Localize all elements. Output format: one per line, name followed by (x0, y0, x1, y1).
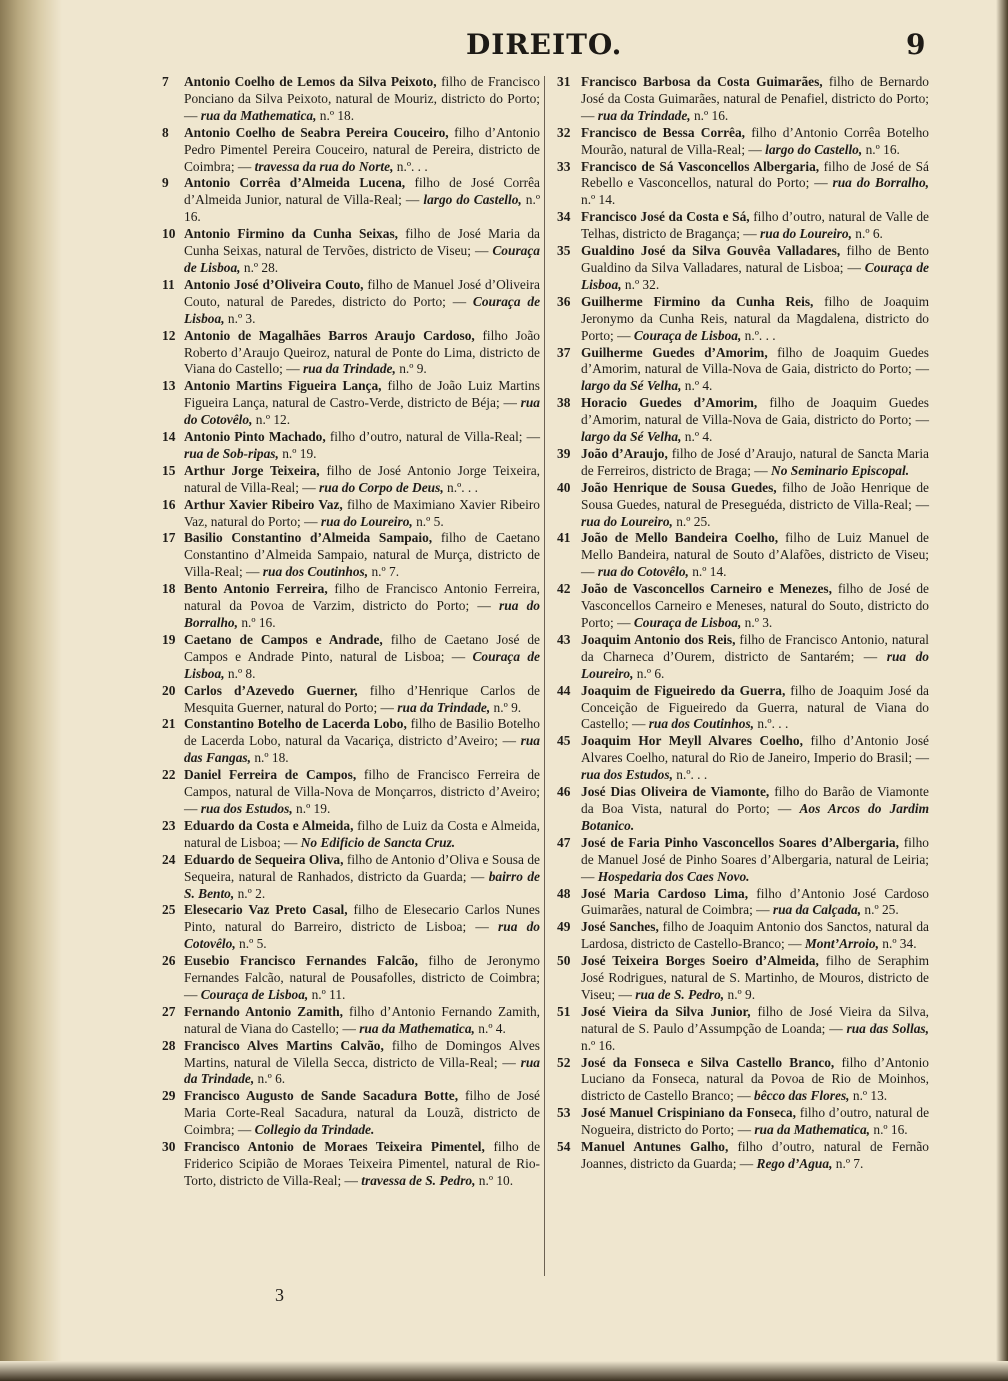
entry-number: 46 (557, 784, 571, 800)
student-entry (162, 818, 540, 852)
student-entry (557, 733, 929, 784)
student-name: Gualdino José da Silva Gouvêa Valladares, (581, 243, 841, 259)
entry-tail: n.º 2. (234, 885, 266, 901)
entry-number: 9 (162, 175, 169, 191)
student-entry (162, 767, 540, 818)
entry-number: 47 (557, 834, 571, 850)
entry-text: filho de Francisco Antonio, natural da Charneca d’Ourem, districto de Santarém; — (581, 631, 929, 664)
student-entry (162, 1139, 540, 1190)
entry-tail: n.º 16. (862, 141, 900, 157)
student-entry (162, 328, 540, 379)
entry-text: filho d’Antonio Luciano da Fonseca, natural da Povoa de Rio de Moinhos, districto de Castello Branco; — (581, 1054, 929, 1104)
student-entry (557, 209, 929, 243)
entry-number: 32 (557, 124, 571, 140)
student-name: José Dias Oliveira de Viamonte, (581, 784, 770, 800)
page-gutter-shadow (0, 0, 62, 1381)
entry-tail: n.º 10. (475, 1172, 514, 1188)
student-entry (557, 125, 929, 159)
address: rua da Trindade, (302, 361, 396, 377)
entry-tail: n.º 16. (581, 1037, 616, 1053)
entry-text: filho de José Vieira da Silva, natural de S. Paulo d’Assumpção de Loanda; — (581, 1003, 929, 1036)
entry-number: 43 (557, 631, 571, 647)
student-name: Constantino Botelho de Lacerda Lobo, (184, 716, 407, 732)
address: rua do Corpo de Deus, (319, 479, 444, 495)
entry-text: filho d’Antonio José Cardoso Guimarães, natural de Coimbra; — (581, 885, 929, 918)
student-name: José da Fonseca e Silva Castello Branco, (581, 1054, 835, 1070)
student-entry (162, 74, 540, 125)
entry-text: filho de Jeronymo Fernandes Falcão, natural de Pousafolles, districto de Coimbra; — (184, 953, 540, 1002)
student-name: João de Mello Bandeira Coelho, (581, 530, 779, 546)
right-column (557, 74, 929, 1173)
entry-tail: n.º 18. (250, 750, 289, 766)
entry-text: filho de Manuel José d’Oliveira Couto, natural de Paredes, districto do Porto; — (184, 276, 540, 309)
student-name: José Manuel Crispiniano da Fonseca, (581, 1105, 796, 1121)
student-name: Francisco Antonio de Moraes Teixeira Pimentel, (184, 1139, 485, 1155)
student-name: José de Faria Pinho Vasconcellos Soares d’Albergaria, (581, 834, 899, 850)
entry-text: filho d’outro, natural de Fernão Joannes, districto da Guarda; — (581, 1139, 930, 1171)
entry-text: filho de José Antonio Jorge Teixeira, natural de Villa-Real; — (184, 462, 540, 495)
entry-text: filho de Manuel José de Pinho Soares d’Albergaria, natural de Leiria; — (581, 834, 930, 884)
address: rua do Borralho, (184, 598, 540, 630)
student-name: Joaquim de Figueiredo da Guerra, (581, 682, 786, 698)
entry-number: 52 (557, 1054, 571, 1070)
student-name: Antonio Pinto Machado, (184, 429, 326, 445)
entry-tail: n.º 16. (870, 1122, 908, 1138)
entry-text: filho de José Maria Corte-Real Sacadura, natural da Louzã, districto de Coimbra; — (184, 1088, 540, 1138)
entry-tail: n.º 4. (681, 378, 713, 394)
entry-text: filho de Caetano José de Campos e Andrade Pinto, natural de Lisboa; — (184, 631, 540, 664)
entry-text: filho de João Henrique de Sousa Guedes, natural de Preseguéda, districto de Villa-Real; — (581, 479, 929, 512)
student-name: João Henrique de Sousa Guedes, (581, 479, 777, 495)
entry-tail: n.º 3. (224, 310, 256, 326)
student-name: Bento Antonio Ferreira, (184, 581, 328, 597)
entry-text: filho de Bento Gualdino da Silva Valladares, natural de Lisboa; — (581, 243, 929, 275)
entry-tail: n.º 7. (368, 564, 400, 580)
student-entry (557, 74, 929, 125)
student-entry (557, 632, 929, 683)
student-entry (162, 1038, 540, 1089)
entry-tail: n.º 7. (832, 1156, 864, 1171)
address: rua do Loureiro, (320, 513, 413, 529)
student-entry (557, 1004, 929, 1055)
entry-tail: n.º. . . (672, 767, 708, 783)
entry-number: 38 (557, 395, 571, 411)
address: Mont’Arroio, (804, 936, 879, 952)
entry-tail: n.º 34. (878, 936, 917, 952)
entry-number: 49 (557, 919, 571, 935)
address: largo da Sé Velha, (581, 378, 682, 394)
entry-tail: n.º 25. (861, 902, 899, 918)
address: No Edificio de Sancta Cruz. (300, 834, 456, 850)
student-name: Francisco de Bessa Corrêa, (581, 124, 746, 140)
entry-number: 11 (162, 276, 175, 292)
address: rua dos Estudos, (581, 767, 673, 783)
entry-text: filho de Basilio Botelho de Lacerda Lobo, natural da Vacariça, districto d’Aveiro; — (184, 716, 540, 749)
entry-text: filho de José Corrêa d’Almeida Junior, natural de Villa-Real; — (184, 175, 540, 208)
entry-number: 24 (162, 851, 176, 867)
address: Couraça de Lisboa, (184, 293, 541, 326)
address: rua do Cotovêlo, (184, 919, 541, 952)
student-name: Horacio Guedes d’Amorim, (581, 395, 758, 411)
student-name: Antonio José d’Oliveira Couto, (184, 276, 364, 292)
student-entry (162, 175, 540, 226)
entry-text: filho d’Henrique Carlos de Mesquita Guerner, natural do Porto; — (184, 682, 541, 715)
entry-text: filho d’Antonio José Alvares Coelho, natural do Rio de Janeiro, Imperio do Brasil; — (581, 733, 929, 766)
signature-mark: 3 (275, 1285, 284, 1305)
entry-number: 35 (557, 243, 571, 259)
address: rua de Sob-ripas, (184, 445, 279, 461)
address: Hospedaria dos Caes Novo. (597, 868, 750, 884)
entry-text: filho de Domingos Alves Martins, natural de Vilella Secca, districto de Villa-Real; — (184, 1037, 540, 1070)
entry-number: 23 (162, 817, 176, 833)
entry-number: 25 (162, 902, 176, 918)
entry-number: 14 (162, 429, 176, 445)
address: rua da Mathematica, (359, 1020, 475, 1036)
address: travessa de S. Pedro, (361, 1172, 476, 1188)
entry-tail: n.º. . . (393, 158, 428, 174)
student-entry (162, 463, 540, 497)
entry-number: 41 (557, 530, 571, 546)
page-number: 9 (906, 28, 926, 61)
student-name: Arthur Jorge Teixeira, (184, 462, 320, 478)
entry-text: filho d’outro, natural de Valle de Telhas, districto de Bragança; — (581, 209, 929, 242)
entry-text: filho de Francisco Ferreira de Campos, natural de Villa-Nova de Monçarros, districto d’Aveiro; — (184, 767, 540, 816)
address: largo do Castello, (765, 141, 863, 157)
entry-number: 51 (557, 1003, 571, 1019)
entry-tail: n.º 13. (849, 1088, 888, 1104)
student-entry (162, 852, 540, 903)
entry-tail: n.º 3. (741, 615, 773, 630)
entry-number: 54 (557, 1139, 571, 1155)
entry-number: 15 (162, 462, 176, 478)
student-entry (162, 1088, 540, 1139)
student-name: Fernando Antonio Zamith, (184, 1003, 343, 1019)
entry-number: 45 (557, 733, 571, 749)
entry-text: filho de Maximiano Xavier Ribeiro Vaz, natural do Porto; — (184, 496, 540, 529)
student-entry (162, 378, 540, 429)
address: No Seminario Episcopal. (771, 462, 910, 478)
entry-text: filho d’outro, natural de Villa-Real; — (325, 429, 540, 445)
student-name: Eduardo da Costa e Almeida, (184, 817, 354, 833)
entry-number: 26 (162, 953, 176, 969)
student-name: José Vieira da Silva Junior, (581, 1003, 751, 1019)
entry-tail: n.º 14. (581, 192, 616, 208)
page-bottom-shadow (0, 1361, 1008, 1381)
student-name: Francisco de Sá Vasconcellos Albergaria, (581, 158, 820, 174)
student-name: Carlos d’Azevedo Guerner, (184, 682, 358, 698)
entry-text: filho de Francisco Antonio Ferreira, natural da Povoa de Varzim, districto do Porto; — (184, 581, 540, 614)
address: rua dos Coutinhos, (262, 564, 369, 580)
entry-number: 42 (557, 581, 571, 597)
student-entry (162, 429, 540, 463)
entry-tail: n.º 19. (278, 445, 317, 461)
entry-text: filho d’Antonio Fernando Zamith, natural de Viana do Castello; — (184, 1003, 540, 1036)
student-name: Eduardo de Sequeira Oliva, (184, 851, 344, 867)
entry-tail: n.º 5. (235, 936, 267, 952)
entry-text: filho de José Maria da Cunha Seixas, natural de Tervões, districto de Viseu; — (184, 226, 540, 259)
address: travessa da rua do Norte, (254, 158, 394, 174)
student-entry (162, 632, 540, 683)
student-entry (162, 530, 540, 581)
student-entry (162, 277, 540, 328)
entry-tail: n.º. . . (741, 327, 776, 343)
student-entry (557, 886, 929, 920)
entry-text: filho de Joaquim Guedes d’Amorim, natural de Villa-Nova de Gaia, districto do Porto; — (581, 344, 929, 377)
student-name: Elesecario Vaz Preto Casal, (184, 902, 348, 918)
address: rua da Calçada, (772, 902, 862, 918)
entry-tail: n.º 4. (474, 1020, 506, 1036)
address: rua das Sollas, (846, 1020, 929, 1036)
entry-text: filho de José de Sá Rebello e Vasconcellos, natural do Porto; — (581, 158, 929, 191)
entry-text: filho de Francisco Ponciano da Silva Peixoto, natural de Mouriz, districto do Porto; — (184, 74, 540, 123)
student-name: Antonio de Magalhães Barros Araujo Cardoso, (184, 327, 475, 343)
student-entry (557, 395, 929, 446)
address: rua do Loureiro, (760, 226, 852, 242)
student-entry (162, 716, 540, 767)
entry-number: 22 (162, 767, 176, 783)
address: rua do Loureiro, (581, 513, 673, 529)
student-entry (557, 1139, 929, 1173)
student-entry (557, 345, 929, 396)
student-name: Eusebio Francisco Fernandes Falcão, (184, 953, 418, 969)
entry-tail: n.º 9. (490, 699, 522, 715)
student-name: Antonio Coelho de Seabra Pereira Couceiro, (184, 124, 449, 140)
entry-text: filho João Roberto d’Araujo Queiroz, natural de Ponte do Lima, districto de Viana do Castello; — (184, 327, 540, 377)
student-entry (162, 125, 540, 176)
entry-tail: n.º. . . (443, 479, 478, 495)
entry-tail: n.º 6. (254, 1071, 286, 1087)
entry-tail: n.º 28. (240, 259, 279, 275)
student-entry (557, 1105, 929, 1139)
running-header-title: DIREITO. (466, 28, 623, 61)
entry-tail: n.º 16. (237, 615, 276, 630)
entry-number: 8 (162, 124, 169, 140)
student-entry (557, 581, 929, 632)
entry-tail: n.º 6. (851, 226, 883, 242)
entry-text: filho de Seraphim José Rodrigues, natural de S. Martinho, de Mouros, districto de Viseu; — (581, 953, 929, 1002)
student-name: Francisco José da Costa e Sá, (581, 209, 750, 225)
student-name: Caetano de Campos e Andrade, (184, 631, 383, 647)
entry-number: 50 (557, 953, 571, 969)
entry-number: 16 (162, 496, 176, 512)
entry-text: filho de Luiz da Costa e Almeida, natural de Lisboa; — (184, 817, 540, 850)
student-entry (557, 294, 929, 345)
entry-text: filho de João Luiz Martins Figueira Lança, natural de Castro-Verde, districto de Béja; — (184, 378, 540, 411)
entry-tail: n.º 11. (308, 986, 346, 1002)
address: rua das Fangas, (184, 733, 540, 766)
student-name: José Teixeira Borges Soeiro d’Almeida, (581, 953, 819, 969)
entry-number: 12 (162, 327, 176, 343)
student-entry (162, 226, 540, 277)
entry-text: filho de José d’Araujo, natural de Sancta Maria de Ferreiros, districto de Braga; — (581, 445, 929, 478)
entry-number: 44 (557, 682, 571, 698)
entry-tail: n.º. . . (754, 716, 789, 732)
entry-number: 37 (557, 344, 571, 360)
address: Couraça de Lisboa, (633, 327, 742, 343)
entry-number: 19 (162, 631, 176, 647)
student-name: Antonio Coelho de Lemos da Silva Peixoto, (184, 74, 437, 89)
student-entry (557, 159, 929, 210)
entry-number: 48 (557, 885, 571, 901)
student-entry (162, 1004, 540, 1038)
student-entry (162, 953, 540, 1004)
entry-number: 30 (162, 1139, 176, 1155)
entry-text: filho de Caetano Constantino d’Almeida Sampaio, natural de Murça, districto de Villa-Real; — (184, 530, 540, 580)
student-name: Antonio Firmino da Cunha Seixas, (184, 226, 399, 242)
entry-number: 10 (162, 226, 176, 242)
address: Couraça de Lisboa, (184, 243, 540, 275)
address: Couraça de Lisboa, (184, 648, 540, 681)
address: rua da Trindade, (184, 1054, 540, 1087)
entry-tail: n.º 6. (633, 665, 665, 681)
student-entry (162, 683, 540, 717)
entry-tail: n.º 18. (316, 107, 355, 123)
entry-text: filho d’Antonio Corrêa Botelho Mourão, natural de Villa-Real; — (581, 124, 929, 157)
address: bairro de S. Bento, (184, 868, 540, 901)
entry-text: filho de José de Vasconcellos Carneiro e Meneses, natural do Souto, districto do Porto; — (581, 581, 929, 630)
student-name: Francisco Alves Martins Calvão, (184, 1037, 384, 1053)
entry-tail: n.º 16. (184, 192, 540, 225)
entry-tail: n.º 14. (688, 564, 727, 580)
address: rua de S. Pedro, (635, 986, 725, 1002)
student-entry (162, 581, 540, 632)
entry-text: filho de Antonio d’Oliva e Sousa de Sequeira, natural de Ranhados, districto da Guarda; — (184, 851, 540, 884)
entry-text: filho de Friderico Scipião de Moraes Teixeira Pimentel, natural de Rio-Torto, districto de Villa-Real; — (184, 1139, 541, 1188)
address: largo do Castello, (423, 192, 522, 208)
entry-text: filho d’Antonio Pedro Pimentel Pereira Couceiro, natural de Pereira, districto de Coimbra; — (184, 124, 540, 174)
entry-number: 39 (557, 445, 571, 461)
address: Couraça de Lisboa, (581, 259, 929, 292)
student-name: Joaquim Hor Meyll Alvares Coelho, (581, 733, 803, 749)
entry-text: filho do Barão de Viamonte da Boa Vista, natural do Porto; — (581, 784, 929, 816)
entry-number: 27 (162, 1003, 176, 1019)
student-entry (557, 919, 929, 953)
entry-text: filho de Luiz Manuel de Mello Bandeira, natural de Souto d’Alafões, districto de Viseu; — (581, 530, 929, 580)
address: bêcco das Flores, (753, 1088, 850, 1104)
address: rua do Borralho, (832, 175, 929, 191)
student-name: Basilio Constantino d’Almeida Sampaio, (184, 530, 433, 546)
address: rua dos Estudos, (200, 800, 293, 816)
entry-text: filho de Elesecario Carlos Nunes Pinto, natural do Barreiro, districto de Lisboa; — (184, 902, 541, 935)
address: rua da Trindade, (597, 107, 691, 123)
entry-tail: n.º 16. (690, 107, 729, 123)
student-name: Joaquim Antonio dos Reis, (581, 631, 736, 647)
entry-tail: n.º 19. (292, 800, 331, 816)
entry-text: filho d’outro, natural de Nogueira, districto do Porto; — (581, 1105, 930, 1138)
entry-tail: n.º 4. (681, 429, 713, 445)
entry-tail: n.º 12. (252, 412, 291, 428)
student-name: Manuel Antunes Galho, (581, 1139, 729, 1155)
student-entry (162, 902, 540, 953)
address: Couraça de Lisboa, (200, 986, 309, 1002)
student-entry (557, 683, 929, 734)
student-entry (162, 497, 540, 531)
entry-number: 31 (557, 74, 571, 89)
student-entry (557, 480, 929, 531)
student-entry (557, 835, 929, 886)
entry-number: 20 (162, 682, 176, 698)
address: largo da Sé Velha, (581, 429, 682, 445)
student-entry (557, 243, 929, 294)
left-column (162, 74, 540, 1190)
address: Aos Arcos do Jardim Botanico. (581, 800, 930, 833)
entry-text: filho de Joaquim Guedes d’Amorim, natural de Villa-Nova de Gaia, districto do Porto; — (581, 395, 929, 428)
address: rua da Mathematica, (200, 107, 317, 123)
address: Couraça de Lisboa, (633, 615, 742, 630)
address: Rego d’Agua, (756, 1156, 833, 1171)
entry-number: 17 (162, 530, 176, 546)
student-entry (557, 1055, 929, 1106)
student-name: Antonio Martins Figueira Lança, (184, 378, 382, 394)
student-name: João de Vasconcellos Carneiro e Menezes, (581, 581, 832, 597)
entry-number: 28 (162, 1037, 176, 1053)
entry-tail: n.º 32. (621, 276, 660, 292)
student-name: Francisco Barbosa da Costa Guimarães, (581, 74, 823, 89)
entry-text: filho de Joaquim Jeronymo da Cunha Reis, natural da Magdalena, districto do Porto; — (581, 293, 929, 343)
student-entry (557, 446, 929, 480)
address: Collegio da Trindade. (254, 1122, 375, 1138)
student-name: José Maria Cardoso Lima, (581, 885, 749, 901)
entry-tail: n.º 8. (224, 665, 256, 681)
entry-text: filho de Joaquim Antonio dos Sanctos, natural da Lardosa, districto de Castello-Branco; — (581, 919, 929, 952)
student-name: Guilherme Firmino da Cunha Reis, (581, 293, 814, 309)
entry-number: 7 (162, 74, 169, 89)
student-name: José Sanches, (581, 919, 659, 935)
entry-number: 40 (557, 479, 571, 495)
student-name: Arthur Xavier Ribeiro Vaz, (184, 496, 343, 512)
student-name: Francisco Augusto de Sande Sacadura Botte, (184, 1088, 459, 1104)
entry-text: filho de Joaquim José da Conceição de Figueiredo da Guerra, natural de Viana do Castello; — (581, 682, 929, 732)
student-entry (557, 530, 929, 581)
student-name: Antonio Corrêa d’Almeida Lucena, (184, 175, 406, 191)
entry-number: 34 (557, 209, 571, 225)
entry-tail: n.º 9. (724, 986, 756, 1002)
address: rua do Loureiro, (581, 648, 929, 681)
entry-tail: n.º 5. (412, 513, 444, 529)
address: rua do Cotovêlo, (184, 395, 540, 428)
student-name: Daniel Ferreira de Campos, (184, 767, 357, 783)
student-entry (557, 784, 929, 835)
entry-text: filho de Bernardo José da Costa Guimarães, natural de Penafiel, districto do Porto; — (581, 74, 929, 123)
address: rua do Cotovêlo, (597, 564, 689, 580)
entry-number: 36 (557, 293, 571, 309)
entry-number: 29 (162, 1088, 176, 1104)
entry-number: 21 (162, 716, 176, 732)
entry-number: 13 (162, 378, 176, 394)
entry-number: 33 (557, 158, 571, 174)
student-name: João d’Araujo, (581, 445, 668, 461)
entry-tail: n.º 9. (395, 361, 427, 377)
address: rua da Mathematica, (754, 1122, 871, 1138)
entry-number: 53 (557, 1105, 571, 1121)
page-edge-shadow (996, 0, 1008, 1381)
student-entry (557, 953, 929, 1004)
entry-number: 18 (162, 581, 176, 597)
address: rua da Trindade, (397, 699, 491, 715)
student-name: Guilherme Guedes d’Amorim, (581, 344, 768, 360)
entry-tail: n.º 25. (672, 513, 711, 529)
column-divider (544, 76, 545, 1276)
address: rua dos Coutinhos, (648, 716, 755, 732)
